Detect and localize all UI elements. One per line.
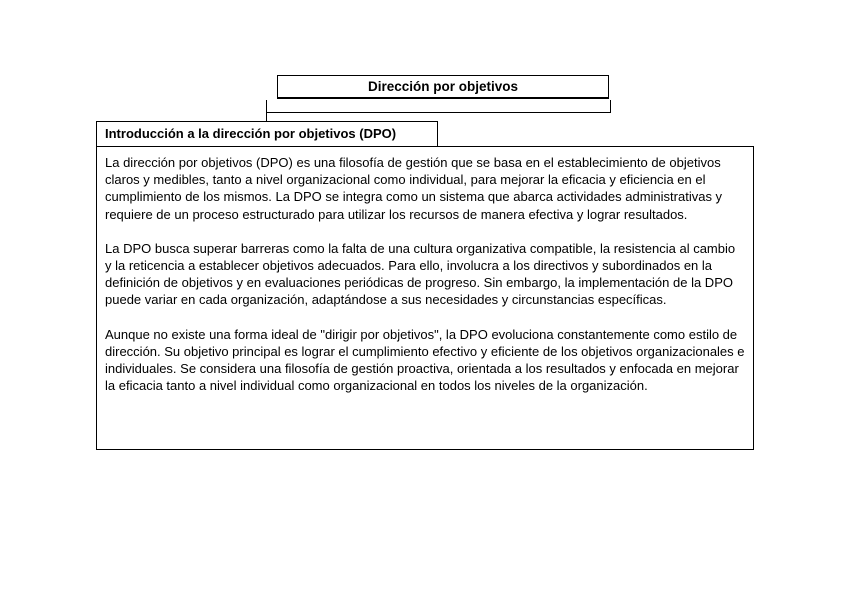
paragraph-2: La DPO busca superar barreras como la falta de una cultura organizativa compatible, la resistencia al cambio y la reticencia a establecer objetivos adecuados. Para ello, involucra a los directivos y subordinados en la definición de objetivos y en evaluaciones periódicas de progreso. Sin embargo, la implementación de la DPO puede variar en cada organización, adaptándose a sus necesidades y circunstancias específicas. bbox=[105, 240, 736, 308]
connector-right-drop bbox=[610, 100, 611, 112]
section-content bbox=[96, 146, 754, 450]
paragraph-3: Aunque no existe una forma ideal de "dirigir por objetivos", la DPO evoluciona constantemente como estilo de dirección. Su objetivo principal es lograr el cumplimiento efectivo y eficiente de los objetivos organizacionales e individuales. Se considera una filosofía de gestión proactiva, orientada a los resultados y enfocada en mejorar la eficacia tanto a nivel individual como organizacional en todos los niveles de la organización. bbox=[105, 326, 745, 394]
paragraph-1: La dirección por objetivos (DPO) es una filosofía de gestión que se basa en el establecimiento de objetivos claros y medibles, tanto a nivel organizacional como individual, para mejorar la eficacia y eficiencia en el cumplimiento de los mismos. La DPO se integra como un sistema que abarca actividades administrativas y requiere de un proceso estructurado para utilizar los recursos de manera efectiva y lograr resultados. bbox=[105, 155, 723, 222]
diagram-title: Dirección por objetivos bbox=[277, 75, 609, 99]
connector-horizontal bbox=[266, 112, 611, 113]
connector-vertical bbox=[266, 100, 267, 122]
section-heading: Introducción a la dirección por objetivos (DPO) bbox=[96, 121, 438, 147]
